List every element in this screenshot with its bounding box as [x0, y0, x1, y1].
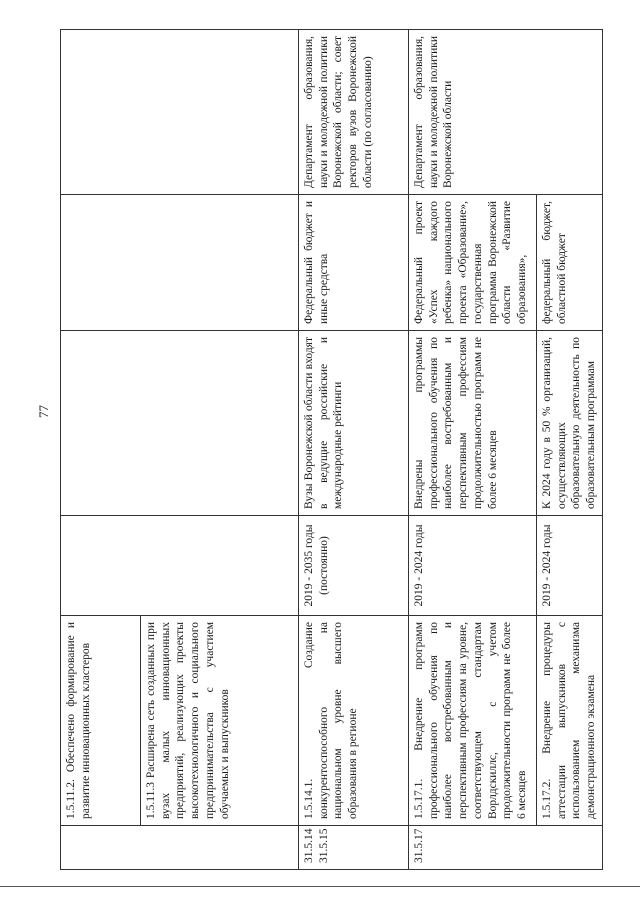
event-cell: 1.5.17.1. Внедрение программ профессионального обучения по наиболее востребованным и перспективным профессиям на уровне, соответствующем стандартам Ворлдскиллс, с учетом продолжительности программ не более 6 месяцев: [409, 616, 537, 826]
source-cell: Федеральный проект «Успех каждого ребенка» национального проекта «Образование», государственная программа Воронежской области «Развитие образования»,: [409, 195, 537, 331]
event-cell: 1.5.14.1. Создание конкурентоспособного на национальном уровне высшего образования в регионе: [299, 616, 409, 826]
bottom-rule: [0, 886, 640, 887]
table-row: [409, 30, 537, 870]
source-cell: Федеральный бюджет и иные средства: [299, 195, 409, 331]
executor-cell: Департамент образования, науки и молодежной политики Воронежской области; совет ректоров вузов Воронежской области (по согласованию): [299, 30, 409, 195]
result-cell: Внедрены программы профессионального обучения по наиболее востребованным и перспективным профессиям продолжительностью программ не более 6 месяцев: [409, 331, 537, 516]
rotated-table-container: [60, 30, 598, 870]
row-number-cell: 31.5.14 31.5.15: [299, 826, 409, 870]
row-number-cell: [61, 826, 299, 870]
executor-cell: Департамент образования, науки и молодежной политики Воронежской области: [409, 30, 603, 195]
term-cell: 2019 - 2035 годы (постоянно): [299, 516, 409, 616]
table-row: [61, 30, 141, 870]
executor-cell: [61, 30, 299, 195]
result-cell: Вузы Воронежской области входят в ведущие российские и международные рейтинги: [299, 331, 409, 516]
table-row: [299, 30, 409, 870]
result-cell: К 2024 году в 50 % организаций, осуществляющих образовательную деятельность по образовательным программам: [537, 331, 603, 516]
event-cell: 1.5.17.2. Внедрение процедуры аттестации выпускников с использованием механизма демонстрационного экзамена: [537, 616, 603, 826]
source-cell: федеральный бюджет, областной бюджет: [537, 195, 603, 331]
measures-table: [60, 29, 603, 870]
term-cell: 2019 - 2024 годы: [537, 516, 603, 616]
source-cell: [61, 195, 299, 331]
page-number: 77: [36, 405, 51, 418]
term-cell: [61, 516, 299, 616]
row-number-cell: 31.5.17: [409, 826, 603, 870]
event-cell: 1.5.11.3 Расширена сеть созданных при вузах малых инновационных предприятий, реализующих проекты высокотехнологичного и социального предпринимательства с участием обучаемых и выпускников: [141, 616, 299, 826]
result-cell: [61, 331, 299, 516]
term-cell: 2019 - 2024 годы: [409, 516, 537, 616]
event-cell: 1.5.11.2. Обеспечено формирование и развитие инновационных кластеров: [61, 616, 141, 826]
